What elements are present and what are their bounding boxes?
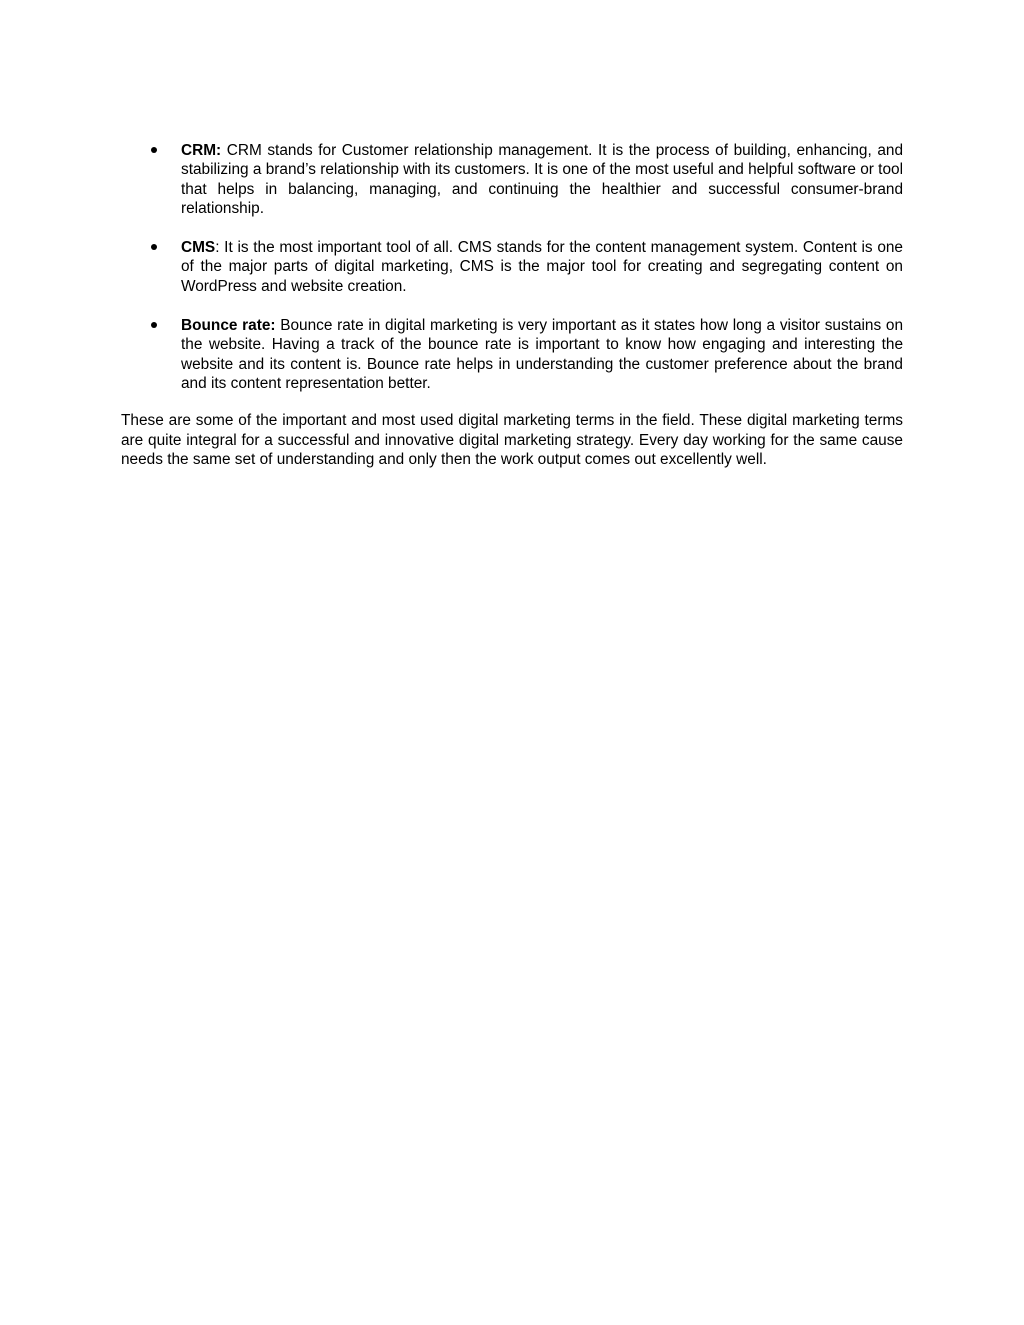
term-label: Bounce rate: [181,317,276,335]
bullet-item-cms [121,238,903,296]
term-description: Bounce rate in digital marketing is very important as it states how long a visitor sustains on the website. Having a track of the bounce rate is important to know how engaging and interesting the website and its content is. Bounce rate helps in understanding the customer preference about the brand and its content representation better. [181,317,904,392]
bullet-item-crm [121,141,903,218]
summary-paragraph: These are some of the important and most used digital marketing terms in the field. These digital marketing terms are quite integral for a successful and innovative digital marketing strategy. Every day working for the same cause needs the same set of understanding and only then the work output comes out excellently well. [121,412,903,468]
term-label: CRM: [181,142,222,159]
terms-bullet-list [121,141,903,393]
bullet-icon [151,147,157,153]
document-body [121,141,903,469]
term-description: CRM stands for Customer relationship management. It is the process of building, enhancing, and stabilizing a brand’s relationship with its customers. It is one of the most useful and helpful software or tool that helps in balancing, managing, and continuing the healthier and successful consumer-brand relationship. [181,142,903,217]
term-description: : It is the most important tool of all. CMS stands for the content management system. Content is one of the major parts of digital marketing, CMS is the major tool for creating and segregating content on WordPress and website creation. [181,239,903,295]
bullet-icon [151,322,157,328]
term-label: CMS [181,239,216,257]
bullet-item-bounce-rate [121,316,903,393]
bullet-icon [151,244,157,250]
